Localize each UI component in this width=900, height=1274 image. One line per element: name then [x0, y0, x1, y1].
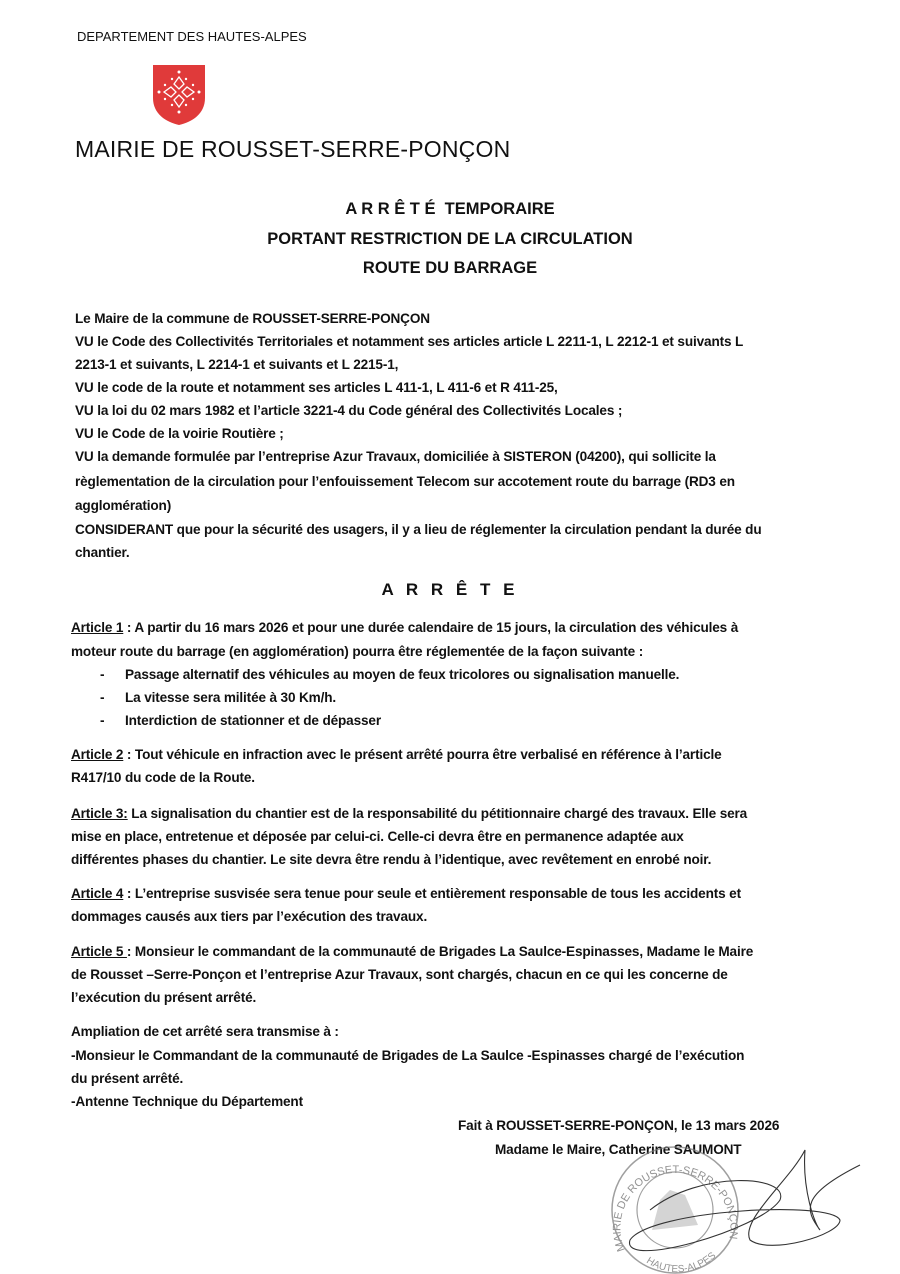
- mairie-title: MAIRIE DE ROUSSET-SERRE-PONÇON: [75, 136, 511, 162]
- ampliation-line: Ampliation de cet arrêté sera transmise à :: [71, 1024, 339, 1039]
- article-label: Article 4: [71, 886, 124, 901]
- article-line: de Rousset –Serre-Ponçon et l’entreprise Azur Travaux, sont chargés, chacun en ce qui les concerne de: [71, 967, 728, 982]
- handwritten-signature: [629, 1150, 860, 1251]
- article-text: : A partir du 16 mars 2026 et pour une durée calendaire de 15 jours, la circulation des véhicules à: [123, 620, 739, 635]
- stamp-top-text: MAIRIE DE ROUSSET-SERRE-PONÇON: [611, 1164, 740, 1254]
- article-line: dommages causés aux tiers par l’exécution des travaux.: [71, 909, 428, 924]
- article-label: Article 3:: [71, 806, 128, 821]
- article-line: différentes phases du chantier. Le site devra être rendu à l’identique, avec revêtement en enrobé noir.: [71, 852, 712, 867]
- preamble-line: VU la loi du 02 mars 1982 et l’article 3221-4 du Code général des Collectivités Locales ;: [75, 403, 623, 418]
- article-first-line: [71, 804, 747, 824]
- bullet-item: La vitesse sera militée à 30 Km/h.: [125, 690, 337, 705]
- article-text: La signalisation du chantier est de la responsabilité du pétitionnaire chargé des travaux. Elle sera: [127, 806, 748, 821]
- bullet-item: Passage alternatif des véhicules au moyen de feux tricolores ou signalisation manuelle.: [125, 667, 680, 682]
- preamble-line: CONSIDERANT que pour la sécurité des usagers, il y a lieu de réglementer la circulation pendant la durée du: [75, 522, 762, 537]
- preamble-line: Le Maire de la commune de ROUSSET-SERRE-PONÇON: [75, 311, 430, 326]
- preamble-line: VU le code de la route et notamment ses articles L 411-1, L 411-6 et R 411-25,: [75, 380, 558, 395]
- preamble-line: 2213-1 et suivants, L 2214-1 et suivants et L 2215-1,: [75, 357, 399, 372]
- article-first-line: [71, 884, 741, 904]
- article-first-line: [71, 745, 722, 765]
- decree-road: ROUTE DU BARRAGE: [362, 259, 538, 277]
- article-first-line: [71, 942, 753, 962]
- article-line: R417/10 du code de la Route.: [71, 770, 255, 785]
- ampliation-line: -Antenne Technique du Département: [71, 1094, 303, 1109]
- article-label: Article 5: [71, 944, 127, 959]
- decree-title: A R R Ê T É TEMPORAIRE: [345, 200, 555, 218]
- preamble-line: VU le Code de la voirie Routière ;: [75, 426, 284, 441]
- bullet-item: Interdiction de stationner et de dépasser: [125, 713, 381, 728]
- bullet-dash: -: [100, 690, 105, 705]
- preamble-line: VU la demande formulée par l’entreprise Azur Travaux, domiciliée à SISTERON (04200), qui sollicite la: [75, 449, 716, 464]
- preamble-line: règlementation de la circulation pour l’enfouissement Telecom sur accotement route du barrage (RD3 en: [75, 474, 735, 489]
- preamble-line: agglomération): [75, 498, 172, 513]
- ampliation-line: -Monsieur le Commandant de la communauté de Brigades de La Saulce -Espinasses chargé de l’exécution: [71, 1048, 745, 1063]
- article-label: Article 2: [71, 747, 124, 762]
- signatory: Madame le Maire, Catherine SAUMONT: [495, 1142, 742, 1157]
- arrete-heading: A R R Ê T E: [381, 580, 519, 599]
- article-text: : L’entreprise susvisée sera tenue pour seule et entièrement responsable de tous les accidents et: [123, 886, 741, 901]
- stamp: [611, 1147, 739, 1274]
- svg-text:HAUTES-ALPES: [644, 1250, 718, 1274]
- crest-icon: [152, 64, 206, 126]
- preamble-line: chantier.: [75, 545, 130, 560]
- article-text: : Monsieur le commandant de la communauté de Brigades La Saulce-Espinasses, Madame le Maire: [126, 944, 754, 959]
- bullet-dash: -: [100, 667, 105, 682]
- preamble-line: VU le Code des Collectivités Territoriales et notamment ses articles article L 2211-1, L 2212-1 et suivants L: [75, 334, 744, 349]
- article-text: : Tout véhicule en infraction avec le présent arrêté pourra être verbalisé en référence à l’article: [123, 747, 722, 762]
- department-name: DEPARTEMENT DES HAUTES-ALPES: [77, 29, 307, 44]
- stamp-bottom-text: HAUTES-ALPES: [644, 1250, 719, 1274]
- article-label: Article 1: [71, 620, 124, 635]
- article-line: mise en place, entretenue et déposée par celui-ci. Celle-ci devra être en permanence adaptée aux: [71, 829, 684, 844]
- article-line: moteur route du barrage (en agglomération) pourra être réglementée de la façon suivante :: [71, 644, 644, 659]
- article-line: l’exécution du présent arrêté.: [71, 990, 257, 1005]
- bullet-dash: -: [100, 713, 105, 728]
- decree-subtitle: PORTANT RESTRICTION DE LA CIRCULATION: [267, 230, 633, 248]
- stamp-and-signature: [590, 1140, 870, 1274]
- ampliation-line: du présent arrêté.: [71, 1071, 184, 1086]
- place-date: Fait à ROUSSET-SERRE-PONÇON, le 13 mars 2026: [458, 1118, 780, 1133]
- article-first-line: [71, 618, 738, 638]
